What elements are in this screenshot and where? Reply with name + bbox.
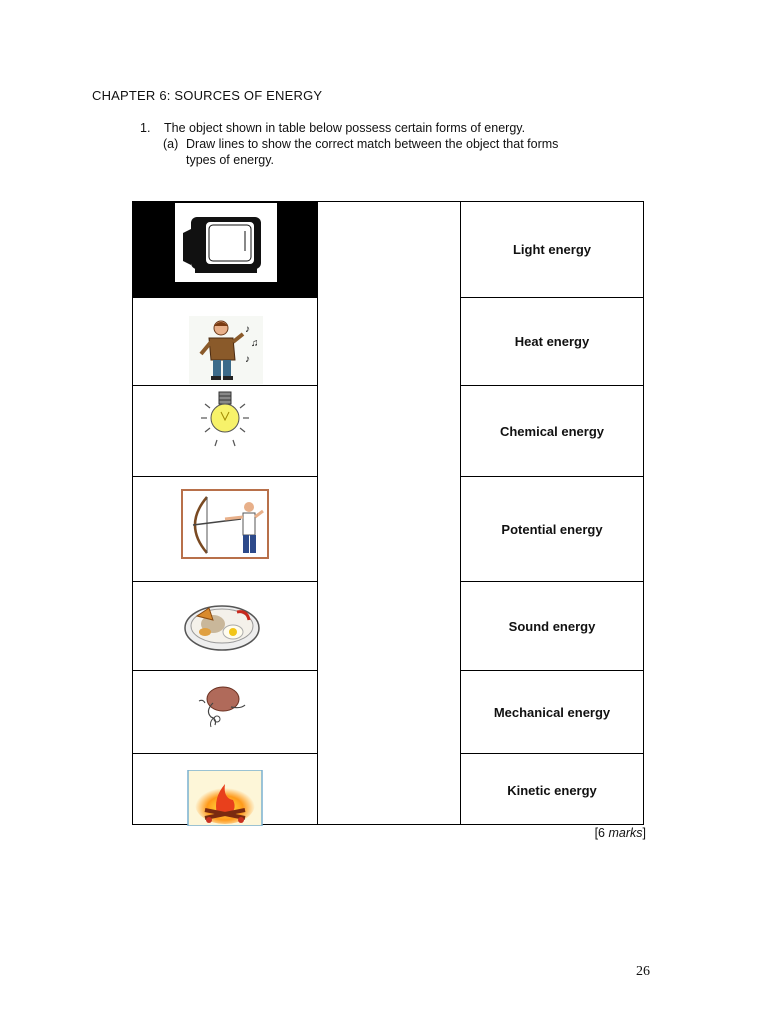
energy-type-chemical: Chemical energy [461,385,643,476]
question-text: The object shown in table below possess certain forms of energy. [164,121,526,135]
energy-type-heat: Heat energy [461,297,643,385]
svg-text:♫: ♫ [251,338,259,349]
matching-line-area[interactable] [318,201,460,825]
food-plate-icon [183,596,261,654]
energy-type-potential: Potential energy [461,476,643,581]
energy-type-kinetic: Kinetic energy [461,753,643,826]
objects-column [132,201,318,825]
energy-type-mechanical: Mechanical energy [461,670,643,753]
subquestion-label: (a) [163,137,179,151]
fruit-icon [191,679,251,735]
subquestion-line-2: types of energy. [186,153,275,167]
matching-table [132,201,644,825]
question-line [140,121,525,135]
object-cell-food [133,581,317,670]
campfire-icon [187,770,263,826]
subquestion-text: Draw lines to show the correct match between the object that forms [186,137,559,151]
subquestion-line [163,137,558,151]
marks-close: ] [642,826,646,840]
object-cell-fruit [133,670,317,753]
object-cell-archer [133,476,317,581]
object-cell-tv [133,202,317,297]
chapter-title: CHAPTER 6: SOURCES OF ENERGY [92,88,323,103]
energy-types-column [460,201,644,825]
singing-boy-icon [189,316,263,384]
question-number: 1. [140,121,151,135]
object-cell-bulb [133,385,317,476]
svg-text:♪: ♪ [245,354,250,365]
energy-type-light: Light energy [512,242,591,257]
object-cell-singer [133,297,317,385]
page-number: 26 [636,964,650,979]
marks-open: [6 [594,826,609,840]
marks-word: marks [608,826,643,840]
archer-bow-icon [181,489,269,559]
svg-text:♪: ♪ [245,324,250,335]
marks-allocation [560,826,646,840]
light-bulb-icon [193,390,257,450]
object-cell-fire [133,753,317,826]
energy-type-sound: Sound energy [461,581,643,670]
television-icon [175,203,277,282]
